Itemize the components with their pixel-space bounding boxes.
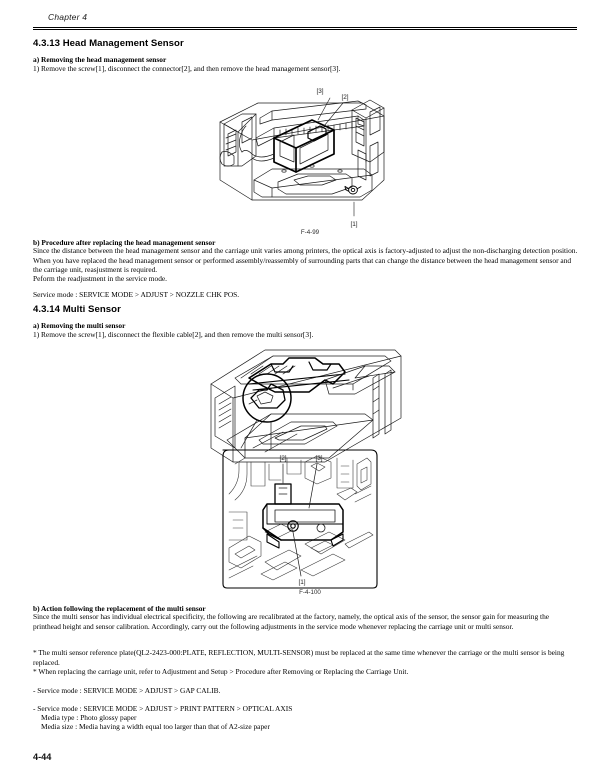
figure-f-4-99	[212, 76, 392, 228]
figure-f-4-99-callout-2: [2]	[341, 94, 349, 101]
service-mode-4-3-13: Service mode : SERVICE MODE > ADJUST > NOZZLE CHK POS.	[33, 290, 240, 299]
step-4-3-13-1: 1) Remove the screw[1], disconnect the connector[2], and then remove the head management sensor[3].	[33, 64, 341, 73]
subheading-4-3-13-a: a) Removing the head management sensor	[33, 55, 167, 64]
step-4-3-14-1: 1) Remove the screw[1], disconnect the flexible cable[2], and then remove the multi sensor[3].	[33, 330, 314, 339]
header-rule-secondary	[33, 29, 577, 30]
note-4-3-14-2: * When replacing the carriage unit, refer to Adjustment and Setup > Procedure after Removing or Replacing the Carriage Unit.	[33, 667, 409, 676]
subheading-4-3-13-b: b) Procedure after replacing the head management sensor	[33, 238, 216, 247]
footer-page-number: 4-44	[33, 752, 52, 762]
section-heading-4-3-13: 4.3.13 Head Management Sensor	[33, 38, 184, 49]
figure-f-4-99-callout-1: [1]	[350, 221, 358, 228]
media-type-line: Media type : Photo glossy paper	[41, 713, 137, 722]
header-rule-primary	[33, 27, 577, 29]
figure-f-4-100-callout-3: [3]	[315, 455, 323, 462]
service-mode-4-3-14-optical-axis: - Service mode : SERVICE MODE > ADJUST > PRINT PATTERN > OPTICAL AXIS	[33, 704, 293, 713]
figure-f-4-99-callout-3: [3]	[316, 88, 324, 95]
service-mode-4-3-14-gap-calib: - Service mode : SERVICE MODE > ADJUST > GAP CALIB.	[33, 686, 221, 695]
figure-f-4-100-callout-1: [1]	[298, 579, 306, 586]
figure-f-4-100	[205, 344, 405, 594]
subheading-4-3-14-b: b) Action following the replacement of the multi sensor	[33, 604, 206, 613]
paragraph-4-3-13-b: Since the distance between the head management sensor and the carriage unit varies among printers, the optical axis is factory-adjusted to adjust the non-discharging detection position. When you have replaced the head management sensor or performed assembly/reassembly of surrounding parts that can change the distance between the head management sensor and the carriage unit, reasjustment is required.	[33, 246, 578, 274]
header-chapter-label: Chapter 4	[48, 12, 88, 22]
media-size-line: Media size : Media having a width equal too larger than that of A2-size paper	[41, 722, 270, 731]
subheading-4-3-14-a: a) Removing the multi sensor	[33, 321, 126, 330]
section-heading-4-3-14: 4.3.14 Multi Sensor	[33, 304, 121, 315]
figure-caption-f-4-99: F-4-99	[300, 229, 320, 236]
figure-caption-f-4-100: F-4-100	[299, 589, 321, 596]
paragraph-4-3-13-b-2: Peform the readjustment in the service mode.	[33, 274, 168, 283]
note-4-3-14-1: * The multi sensor reference plate(QL2-2423-000:PLATE, REFLECTION, MULTI-SENSOR) must be replaced at the same time whenever the carriage or the multi sensor is being replaced.	[33, 648, 565, 667]
figure-f-4-100-callout-2: [2]	[279, 455, 287, 462]
paragraph-4-3-14-b: Since the multi sensor has individual electrical specificity, the following are recalibrated at the factory, namely, the optical axis of the sensor, the sensor gain for measuring the printhead height and sensor calibration. Accordingly, carry out the following adjustments in the service mode whenever replacing the carriage unit or multi sensor.	[33, 612, 550, 631]
